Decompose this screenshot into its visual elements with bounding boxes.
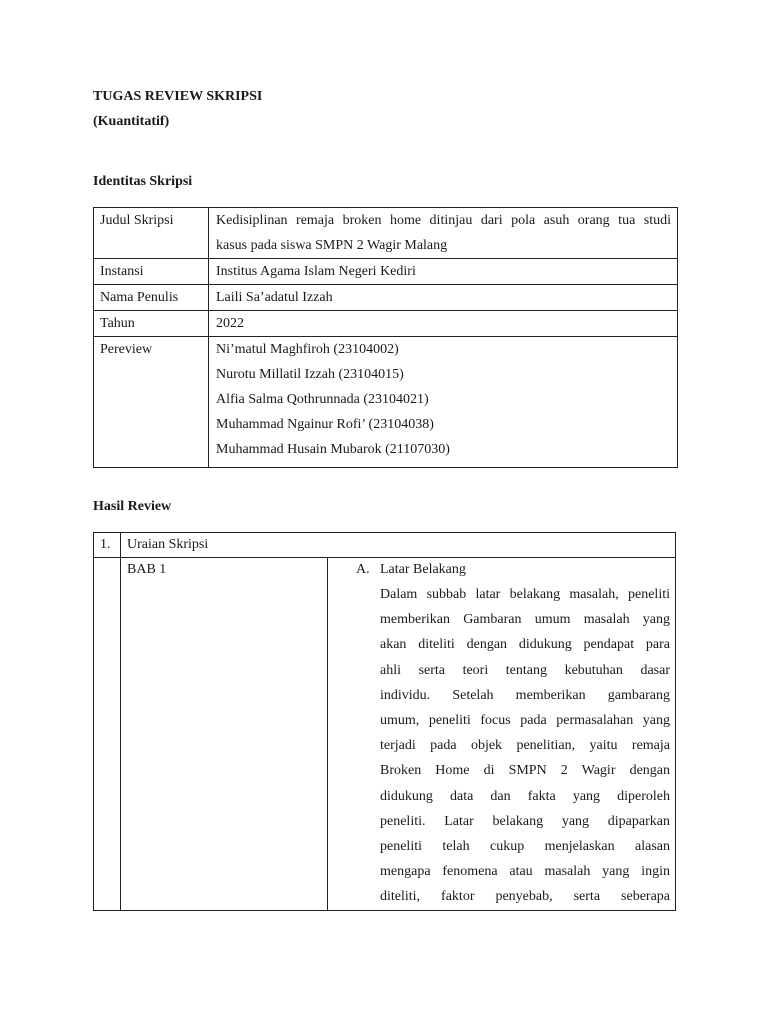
pereview-label-cell — [94, 337, 209, 468]
row-number-cell — [94, 533, 121, 558]
section-title: Latar Belakang — [380, 562, 466, 577]
document-title: TUGAS REVIEW SKRIPSI — [93, 89, 263, 104]
instansi-label-cell — [94, 259, 209, 285]
bab-label: BAB 1 — [127, 562, 167, 577]
review-heading: Hasil Review — [93, 499, 172, 514]
table-row — [94, 558, 676, 911]
reviewer-item: Ni’matul Maghfiroh (23104002) — [216, 342, 399, 357]
penulis-label-cell — [94, 285, 209, 311]
table-row — [94, 533, 676, 558]
paragraph-line: ahli serta teori tentang kebutuhan dasar — [380, 662, 670, 678]
table-row — [94, 285, 678, 311]
judul-label: Judul Skripsi — [100, 213, 174, 228]
section-heading — [356, 558, 670, 582]
penulis-value: Laili Sa’adatul Izzah — [216, 290, 333, 305]
identity-table — [93, 207, 678, 468]
pereview-label: Pereview — [100, 342, 153, 357]
paragraph-line: Dalam subbab latar belakang masalah, peneliti — [380, 587, 670, 602]
row-number: 1. — [100, 537, 111, 552]
judul-value-line2: kasus pada siswa SMPN 2 Wagir Malang — [216, 238, 448, 253]
section-paragraph — [356, 582, 670, 910]
table-row — [94, 311, 678, 337]
paragraph-line: individu. Setelah memberikan gambarang — [380, 687, 670, 703]
tahun-value: 2022 — [216, 316, 244, 331]
tahun-label-cell — [94, 311, 209, 337]
row-title-cell — [121, 533, 676, 558]
pereview-value-cell — [209, 337, 678, 468]
instansi-label: Instansi — [100, 264, 144, 279]
bab-cell — [121, 558, 328, 911]
reviewer-item: Alfia Salma Qothrunnada (23104021) — [216, 392, 429, 407]
review-table — [93, 532, 676, 911]
paragraph-line: peneliti. Latar belakang yang dipaparkan — [380, 813, 670, 829]
table-row — [94, 337, 678, 468]
reviewer-item: Muhammad Husain Mubarok (21107030) — [216, 442, 450, 457]
paragraph-line: Broken Home di SMPN 2 Wagir dengan — [380, 763, 670, 779]
judul-label-cell — [94, 208, 209, 259]
identity-heading: Identitas Skripsi — [93, 174, 193, 189]
judul-value-cell — [209, 208, 678, 259]
document-subtitle: (Kuantitatif) — [93, 114, 170, 129]
paragraph-line: didukung data dan fakta yang diperoleh — [380, 788, 670, 804]
paragraph-line: terjadi pada objek penelitian, yaitu remaja — [380, 738, 670, 754]
reviewer-item: Muhammad Ngainur Rofi’ (23104038) — [216, 417, 434, 432]
instansi-value: Institus Agama Islam Negeri Kediri — [216, 264, 416, 279]
table-row — [94, 259, 678, 285]
judul-value-line1: Kedisiplinan remaja broken home ditinjau dari pola asuh orang tua studi — [216, 213, 671, 228]
table-row — [94, 208, 678, 259]
penulis-label: Nama Penulis — [100, 290, 179, 305]
reviewer-item: Nurotu Millatil Izzah (23104015) — [216, 367, 404, 382]
paragraph-line: diteliti, faktor penyebab, serta seberapa — [380, 889, 670, 905]
paragraph-line: peneliti telah cukup menjelaskan alasan — [380, 839, 670, 855]
paragraph-line: umum, peneliti focus pada permasalahan yang — [380, 713, 670, 729]
instansi-value-cell — [209, 259, 678, 285]
row-title: Uraian Skripsi — [127, 537, 209, 552]
empty-number-cell — [94, 558, 121, 911]
review-content-cell — [328, 558, 676, 911]
section-letter: A. — [356, 562, 370, 577]
paragraph-line: mengapa fenomena atau masalah yang ingin — [380, 864, 670, 880]
paragraph-line: akan diteliti dengan didukung pendapat para — [380, 637, 670, 653]
tahun-label: Tahun — [100, 316, 135, 331]
tahun-value-cell — [209, 311, 678, 337]
penulis-value-cell — [209, 285, 678, 311]
paragraph-line: memberikan Gambaran umum masalah yang — [380, 612, 670, 628]
